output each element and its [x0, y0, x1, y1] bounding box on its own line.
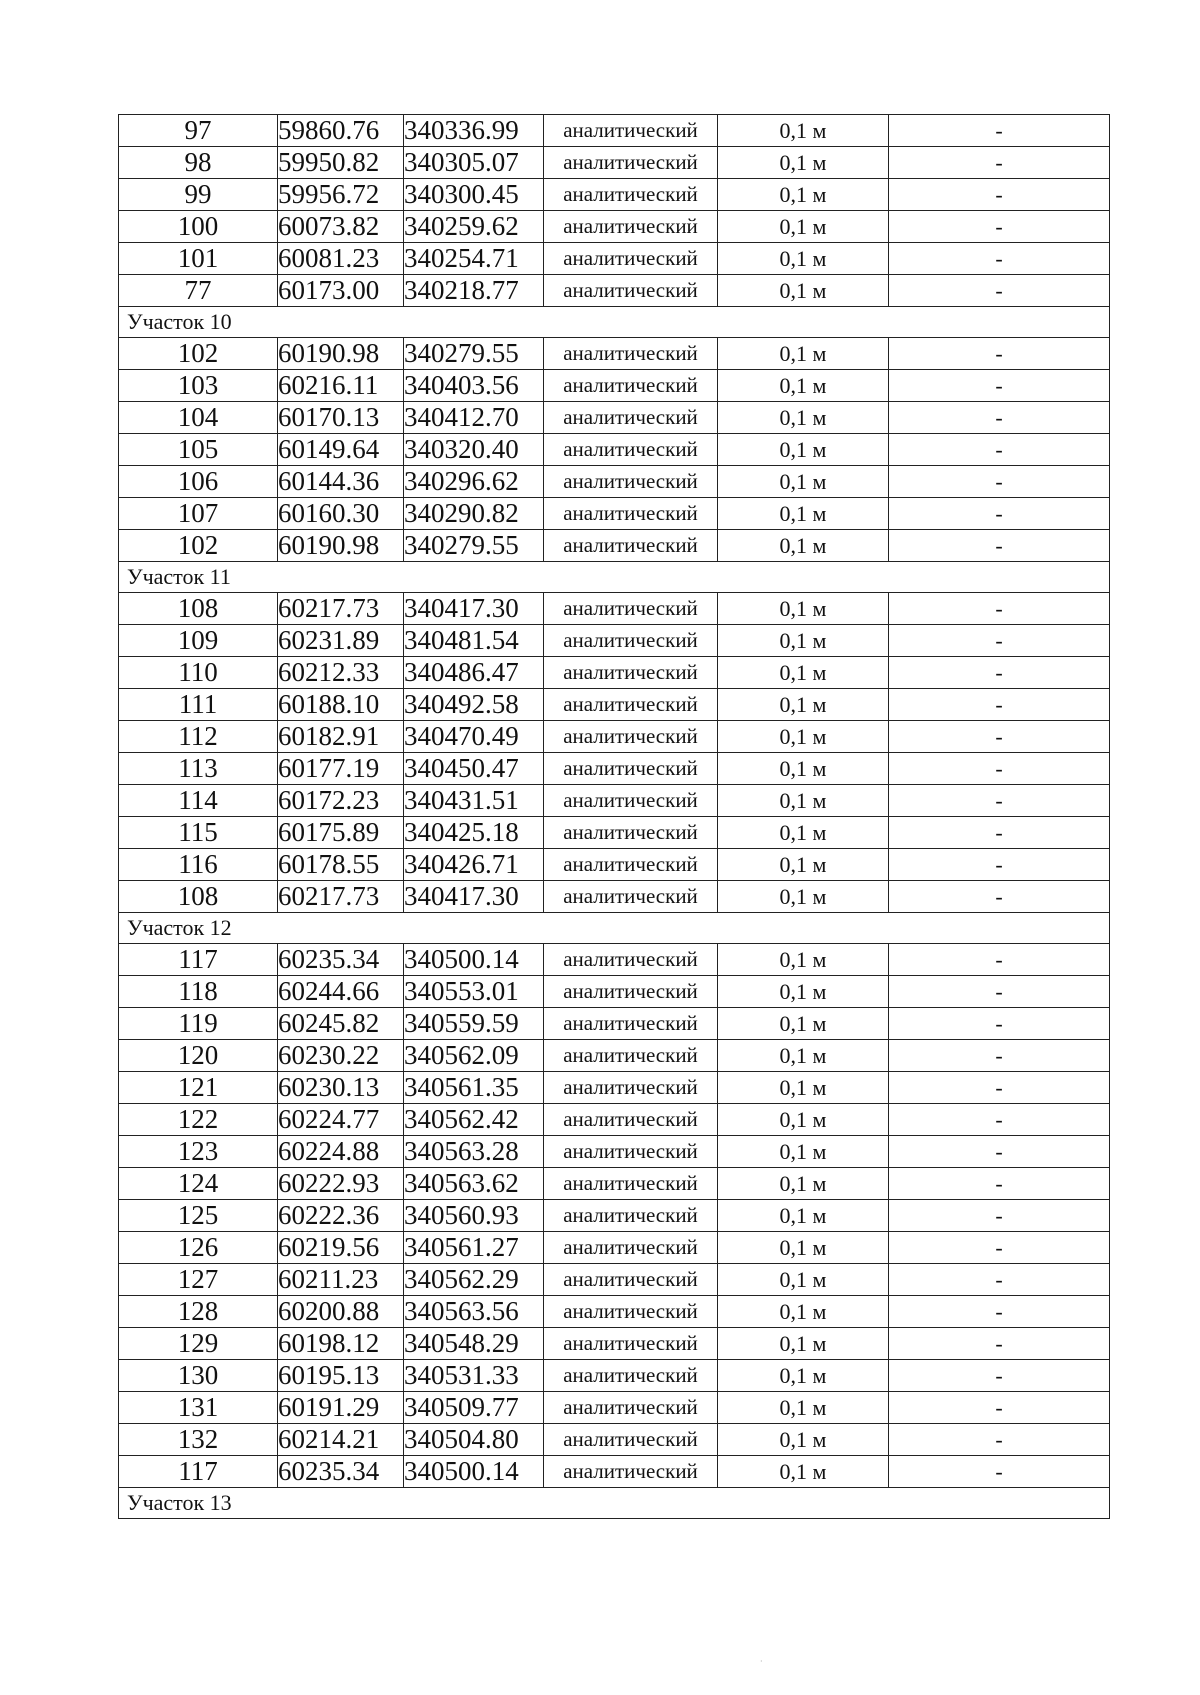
section-header-row	[119, 1488, 1110, 1519]
table-row	[119, 1200, 1110, 1232]
x-coordinate-cell: 60230.13	[278, 1072, 404, 1104]
accuracy-cell: 0,1 м	[718, 179, 889, 211]
note-cell: -	[889, 147, 1110, 179]
table-row	[119, 944, 1110, 976]
note-cell: -	[889, 817, 1110, 849]
y-coordinate-cell: 340450.47	[404, 753, 544, 785]
y-coordinate-cell: 340254.71	[404, 243, 544, 275]
method-cell: аналитический	[544, 625, 718, 657]
y-coordinate-cell: 340562.29	[404, 1264, 544, 1296]
point-number-cell: 98	[119, 147, 278, 179]
method-cell: аналитический	[544, 593, 718, 625]
table-row	[119, 402, 1110, 434]
y-coordinate-cell: 340426.71	[404, 849, 544, 881]
y-coordinate-cell: 340403.56	[404, 370, 544, 402]
x-coordinate-cell: 60222.36	[278, 1200, 404, 1232]
point-number-cell: 112	[119, 721, 278, 753]
point-number-cell: 128	[119, 1296, 278, 1328]
point-number-cell: 113	[119, 753, 278, 785]
method-cell: аналитический	[544, 434, 718, 466]
point-number-cell: 102	[119, 338, 278, 370]
point-number-cell: 104	[119, 402, 278, 434]
table-row	[119, 1008, 1110, 1040]
table-row	[119, 881, 1110, 913]
table-row	[119, 211, 1110, 243]
method-cell: аналитический	[544, 849, 718, 881]
section-header-row	[119, 913, 1110, 944]
point-number-cell: 118	[119, 976, 278, 1008]
y-coordinate-cell: 340470.49	[404, 721, 544, 753]
point-number-cell: 131	[119, 1392, 278, 1424]
note-cell: -	[889, 944, 1110, 976]
y-coordinate-cell: 340563.28	[404, 1136, 544, 1168]
accuracy-cell: 0,1 м	[718, 402, 889, 434]
x-coordinate-cell: 60217.73	[278, 593, 404, 625]
point-number-cell: 115	[119, 817, 278, 849]
y-coordinate-cell: 340559.59	[404, 1008, 544, 1040]
method-cell: аналитический	[544, 1072, 718, 1104]
x-coordinate-cell: 60224.77	[278, 1104, 404, 1136]
point-number-cell: 108	[119, 593, 278, 625]
point-number-cell: 129	[119, 1328, 278, 1360]
point-number-cell: 108	[119, 881, 278, 913]
method-cell: аналитический	[544, 657, 718, 689]
y-coordinate-cell: 340336.99	[404, 115, 544, 147]
accuracy-cell: 0,1 м	[718, 944, 889, 976]
x-coordinate-cell: 60081.23	[278, 243, 404, 275]
accuracy-cell: 0,1 м	[718, 1360, 889, 1392]
accuracy-cell: 0,1 м	[718, 115, 889, 147]
method-cell: аналитический	[544, 466, 718, 498]
x-coordinate-cell: 60190.98	[278, 530, 404, 562]
note-cell: -	[889, 115, 1110, 147]
table-row	[119, 1264, 1110, 1296]
table-row	[119, 1392, 1110, 1424]
accuracy-cell: 0,1 м	[718, 498, 889, 530]
note-cell: -	[889, 721, 1110, 753]
method-cell: аналитический	[544, 1328, 718, 1360]
point-number-cell: 100	[119, 211, 278, 243]
accuracy-cell: 0,1 м	[718, 1104, 889, 1136]
note-cell: -	[889, 338, 1110, 370]
method-cell: аналитический	[544, 1424, 718, 1456]
x-coordinate-cell: 60182.91	[278, 721, 404, 753]
coordinates-table-body	[119, 115, 1110, 1519]
y-coordinate-cell: 340560.93	[404, 1200, 544, 1232]
table-row	[119, 1104, 1110, 1136]
y-coordinate-cell: 340279.55	[404, 338, 544, 370]
note-cell: -	[889, 1136, 1110, 1168]
accuracy-cell: 0,1 м	[718, 530, 889, 562]
accuracy-cell: 0,1 м	[718, 657, 889, 689]
method-cell: аналитический	[544, 1040, 718, 1072]
method-cell: аналитический	[544, 338, 718, 370]
accuracy-cell: 0,1 м	[718, 1456, 889, 1488]
method-cell: аналитический	[544, 976, 718, 1008]
x-coordinate-cell: 60149.64	[278, 434, 404, 466]
note-cell: -	[889, 657, 1110, 689]
note-cell: -	[889, 1008, 1110, 1040]
accuracy-cell: 0,1 м	[718, 1392, 889, 1424]
accuracy-cell: 0,1 м	[718, 753, 889, 785]
note-cell: -	[889, 243, 1110, 275]
y-coordinate-cell: 340417.30	[404, 593, 544, 625]
method-cell: аналитический	[544, 944, 718, 976]
point-number-cell: 117	[119, 1456, 278, 1488]
y-coordinate-cell: 340290.82	[404, 498, 544, 530]
table-row	[119, 370, 1110, 402]
y-coordinate-cell: 340553.01	[404, 976, 544, 1008]
note-cell: -	[889, 370, 1110, 402]
note-cell: -	[889, 1072, 1110, 1104]
y-coordinate-cell: 340531.33	[404, 1360, 544, 1392]
note-cell: -	[889, 1264, 1110, 1296]
x-coordinate-cell: 60244.66	[278, 976, 404, 1008]
note-cell: -	[889, 1200, 1110, 1232]
accuracy-cell: 0,1 м	[718, 593, 889, 625]
note-cell: -	[889, 689, 1110, 721]
accuracy-cell: 0,1 м	[718, 1040, 889, 1072]
table-row	[119, 657, 1110, 689]
method-cell: аналитический	[544, 530, 718, 562]
y-coordinate-cell: 340563.62	[404, 1168, 544, 1200]
table-row	[119, 1136, 1110, 1168]
table-row	[119, 753, 1110, 785]
method-cell: аналитический	[544, 1392, 718, 1424]
table-row	[119, 1168, 1110, 1200]
point-number-cell: 106	[119, 466, 278, 498]
y-coordinate-cell: 340486.47	[404, 657, 544, 689]
table-row	[119, 1456, 1110, 1488]
point-number-cell: 110	[119, 657, 278, 689]
point-number-cell: 122	[119, 1104, 278, 1136]
point-number-cell: 116	[119, 849, 278, 881]
point-number-cell: 101	[119, 243, 278, 275]
point-number-cell: 99	[119, 179, 278, 211]
accuracy-cell: 0,1 м	[718, 1328, 889, 1360]
method-cell: аналитический	[544, 1456, 718, 1488]
table-row	[119, 976, 1110, 1008]
table-row	[119, 1040, 1110, 1072]
method-cell: аналитический	[544, 243, 718, 275]
note-cell: -	[889, 625, 1110, 657]
table-row	[119, 817, 1110, 849]
x-coordinate-cell: 60200.88	[278, 1296, 404, 1328]
method-cell: аналитический	[544, 785, 718, 817]
method-cell: аналитический	[544, 817, 718, 849]
note-cell: -	[889, 593, 1110, 625]
accuracy-cell: 0,1 м	[718, 1264, 889, 1296]
accuracy-cell: 0,1 м	[718, 370, 889, 402]
note-cell: -	[889, 402, 1110, 434]
y-coordinate-cell: 340259.62	[404, 211, 544, 243]
x-coordinate-cell: 60224.88	[278, 1136, 404, 1168]
x-coordinate-cell: 60216.11	[278, 370, 404, 402]
note-cell: -	[889, 1168, 1110, 1200]
x-coordinate-cell: 60188.10	[278, 689, 404, 721]
table-row	[119, 785, 1110, 817]
y-coordinate-cell: 340279.55	[404, 530, 544, 562]
y-coordinate-cell: 340561.35	[404, 1072, 544, 1104]
table-row	[119, 147, 1110, 179]
accuracy-cell: 0,1 м	[718, 785, 889, 817]
accuracy-cell: 0,1 м	[718, 1296, 889, 1328]
accuracy-cell: 0,1 м	[718, 1424, 889, 1456]
method-cell: аналитический	[544, 1136, 718, 1168]
y-coordinate-cell: 340431.51	[404, 785, 544, 817]
method-cell: аналитический	[544, 721, 718, 753]
section-title: Участок 11	[119, 562, 1110, 593]
note-cell: -	[889, 785, 1110, 817]
x-coordinate-cell: 60198.12	[278, 1328, 404, 1360]
accuracy-cell: 0,1 м	[718, 1136, 889, 1168]
table-row	[119, 1424, 1110, 1456]
y-coordinate-cell: 340500.14	[404, 944, 544, 976]
section-title: Участок 10	[119, 307, 1110, 338]
y-coordinate-cell: 340548.29	[404, 1328, 544, 1360]
accuracy-cell: 0,1 м	[718, 243, 889, 275]
coordinates-table	[118, 114, 1110, 1519]
table-row	[119, 275, 1110, 307]
x-coordinate-cell: 60214.21	[278, 1424, 404, 1456]
table-row	[119, 721, 1110, 753]
y-coordinate-cell: 340425.18	[404, 817, 544, 849]
note-cell: -	[889, 1104, 1110, 1136]
accuracy-cell: 0,1 м	[718, 1072, 889, 1104]
point-number-cell: 77	[119, 275, 278, 307]
y-coordinate-cell: 340563.56	[404, 1296, 544, 1328]
y-coordinate-cell: 340296.62	[404, 466, 544, 498]
note-cell: -	[889, 1360, 1110, 1392]
accuracy-cell: 0,1 м	[718, 1008, 889, 1040]
accuracy-cell: 0,1 м	[718, 817, 889, 849]
accuracy-cell: 0,1 м	[718, 466, 889, 498]
x-coordinate-cell: 60160.30	[278, 498, 404, 530]
x-coordinate-cell: 59950.82	[278, 147, 404, 179]
x-coordinate-cell: 60170.13	[278, 402, 404, 434]
table-row	[119, 243, 1110, 275]
y-coordinate-cell: 340509.77	[404, 1392, 544, 1424]
y-coordinate-cell: 340504.80	[404, 1424, 544, 1456]
point-number-cell: 119	[119, 1008, 278, 1040]
method-cell: аналитический	[544, 881, 718, 913]
section-title: Участок 13	[119, 1488, 1110, 1519]
point-number-cell: 97	[119, 115, 278, 147]
point-number-cell: 111	[119, 689, 278, 721]
method-cell: аналитический	[544, 1168, 718, 1200]
x-coordinate-cell: 60222.93	[278, 1168, 404, 1200]
x-coordinate-cell: 60235.34	[278, 1456, 404, 1488]
table-row	[119, 434, 1110, 466]
point-number-cell: 102	[119, 530, 278, 562]
note-cell: -	[889, 275, 1110, 307]
method-cell: аналитический	[544, 1360, 718, 1392]
table-row	[119, 1072, 1110, 1104]
x-coordinate-cell: 59956.72	[278, 179, 404, 211]
x-coordinate-cell: 60231.89	[278, 625, 404, 657]
y-coordinate-cell: 340492.58	[404, 689, 544, 721]
table-row	[119, 466, 1110, 498]
point-number-cell: 130	[119, 1360, 278, 1392]
method-cell: аналитический	[544, 211, 718, 243]
method-cell: аналитический	[544, 147, 718, 179]
x-coordinate-cell: 60219.56	[278, 1232, 404, 1264]
x-coordinate-cell: 59860.76	[278, 115, 404, 147]
note-cell: -	[889, 530, 1110, 562]
point-number-cell: 121	[119, 1072, 278, 1104]
x-coordinate-cell: 60172.23	[278, 785, 404, 817]
note-cell: -	[889, 1232, 1110, 1264]
accuracy-cell: 0,1 м	[718, 338, 889, 370]
method-cell: аналитический	[544, 370, 718, 402]
method-cell: аналитический	[544, 1264, 718, 1296]
note-cell: -	[889, 498, 1110, 530]
table-row	[119, 1296, 1110, 1328]
accuracy-cell: 0,1 м	[718, 434, 889, 466]
method-cell: аналитический	[544, 498, 718, 530]
accuracy-cell: 0,1 м	[718, 211, 889, 243]
section-header-row	[119, 307, 1110, 338]
y-coordinate-cell: 340305.07	[404, 147, 544, 179]
y-coordinate-cell: 340218.77	[404, 275, 544, 307]
x-coordinate-cell: 60178.55	[278, 849, 404, 881]
note-cell: -	[889, 976, 1110, 1008]
method-cell: аналитический	[544, 1104, 718, 1136]
method-cell: аналитический	[544, 402, 718, 434]
accuracy-cell: 0,1 м	[718, 721, 889, 753]
table-row	[119, 338, 1110, 370]
method-cell: аналитический	[544, 115, 718, 147]
y-coordinate-cell: 340562.42	[404, 1104, 544, 1136]
point-number-cell: 127	[119, 1264, 278, 1296]
y-coordinate-cell: 340300.45	[404, 179, 544, 211]
x-coordinate-cell: 60191.29	[278, 1392, 404, 1424]
accuracy-cell: 0,1 м	[718, 275, 889, 307]
point-number-cell: 124	[119, 1168, 278, 1200]
note-cell: -	[889, 753, 1110, 785]
table-row	[119, 115, 1110, 147]
table-row	[119, 689, 1110, 721]
table-row	[119, 1232, 1110, 1264]
method-cell: аналитический	[544, 1232, 718, 1264]
table-row	[119, 625, 1110, 657]
point-number-cell: 123	[119, 1136, 278, 1168]
table-row	[119, 849, 1110, 881]
table-row	[119, 498, 1110, 530]
note-cell: -	[889, 1296, 1110, 1328]
y-coordinate-cell: 340412.70	[404, 402, 544, 434]
note-cell: -	[889, 211, 1110, 243]
accuracy-cell: 0,1 м	[718, 1168, 889, 1200]
note-cell: -	[889, 434, 1110, 466]
x-coordinate-cell: 60217.73	[278, 881, 404, 913]
x-coordinate-cell: 60190.98	[278, 338, 404, 370]
x-coordinate-cell: 60212.33	[278, 657, 404, 689]
x-coordinate-cell: 60175.89	[278, 817, 404, 849]
x-coordinate-cell: 60235.34	[278, 944, 404, 976]
note-cell: -	[889, 179, 1110, 211]
accuracy-cell: 0,1 м	[718, 147, 889, 179]
note-cell: -	[889, 1424, 1110, 1456]
table-row	[119, 179, 1110, 211]
point-number-cell: 117	[119, 944, 278, 976]
method-cell: аналитический	[544, 1008, 718, 1040]
accuracy-cell: 0,1 м	[718, 1200, 889, 1232]
point-number-cell: 109	[119, 625, 278, 657]
x-coordinate-cell: 60144.36	[278, 466, 404, 498]
y-coordinate-cell: 340500.14	[404, 1456, 544, 1488]
table-row	[119, 1328, 1110, 1360]
point-number-cell: 132	[119, 1424, 278, 1456]
accuracy-cell: 0,1 м	[718, 881, 889, 913]
x-coordinate-cell: 60211.23	[278, 1264, 404, 1296]
note-cell: -	[889, 1040, 1110, 1072]
accuracy-cell: 0,1 м	[718, 976, 889, 1008]
section-title: Участок 12	[119, 913, 1110, 944]
x-coordinate-cell: 60177.19	[278, 753, 404, 785]
point-number-cell: 114	[119, 785, 278, 817]
note-cell: -	[889, 466, 1110, 498]
y-coordinate-cell: 340561.27	[404, 1232, 544, 1264]
method-cell: аналитический	[544, 179, 718, 211]
point-number-cell: 103	[119, 370, 278, 402]
accuracy-cell: 0,1 м	[718, 849, 889, 881]
point-number-cell: 105	[119, 434, 278, 466]
point-number-cell: 107	[119, 498, 278, 530]
table-row	[119, 593, 1110, 625]
x-coordinate-cell: 60195.13	[278, 1360, 404, 1392]
note-cell: -	[889, 881, 1110, 913]
y-coordinate-cell: 340417.30	[404, 881, 544, 913]
accuracy-cell: 0,1 м	[718, 689, 889, 721]
method-cell: аналитический	[544, 689, 718, 721]
note-cell: -	[889, 1456, 1110, 1488]
point-number-cell: 120	[119, 1040, 278, 1072]
y-coordinate-cell: 340481.54	[404, 625, 544, 657]
x-coordinate-cell: 60073.82	[278, 211, 404, 243]
method-cell: аналитический	[544, 1296, 718, 1328]
table-row	[119, 530, 1110, 562]
point-number-cell: 126	[119, 1232, 278, 1264]
point-number-cell: 125	[119, 1200, 278, 1232]
accuracy-cell: 0,1 м	[718, 625, 889, 657]
method-cell: аналитический	[544, 275, 718, 307]
method-cell: аналитический	[544, 1200, 718, 1232]
y-coordinate-cell: 340562.09	[404, 1040, 544, 1072]
note-cell: -	[889, 849, 1110, 881]
x-coordinate-cell: 60245.82	[278, 1008, 404, 1040]
scan-speck: ·	[760, 1657, 763, 1666]
x-coordinate-cell: 60173.00	[278, 275, 404, 307]
note-cell: -	[889, 1328, 1110, 1360]
table-row	[119, 1360, 1110, 1392]
x-coordinate-cell: 60230.22	[278, 1040, 404, 1072]
note-cell: -	[889, 1392, 1110, 1424]
section-header-row	[119, 562, 1110, 593]
accuracy-cell: 0,1 м	[718, 1232, 889, 1264]
y-coordinate-cell: 340320.40	[404, 434, 544, 466]
method-cell: аналитический	[544, 753, 718, 785]
